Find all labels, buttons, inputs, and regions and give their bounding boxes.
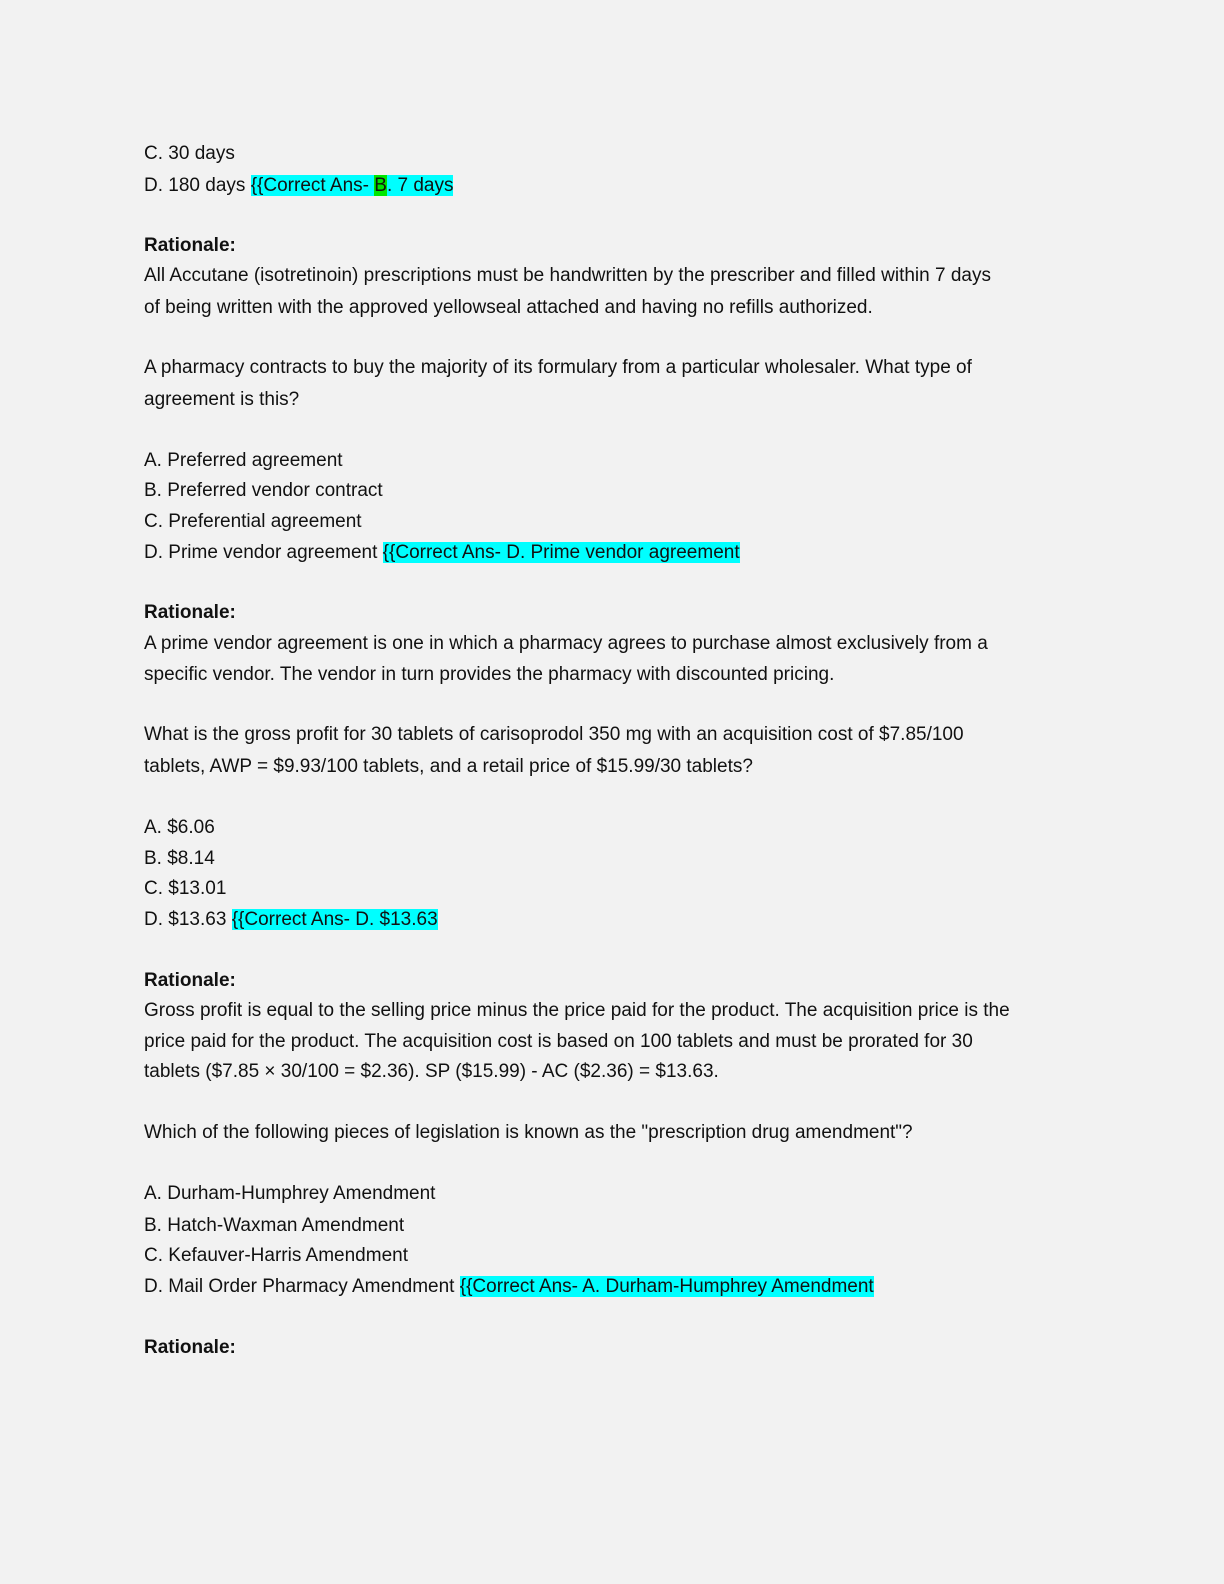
q2-question-line: agreement is this? xyxy=(144,389,300,410)
q2-option-b: B. Preferred vendor contract xyxy=(144,480,383,501)
q1-answer-prefix: {{Correct Ans- xyxy=(250,175,375,196)
q1-correct-answer xyxy=(251,175,454,196)
q4-option-d: D. Mail Order Pharmacy Amendment xyxy=(144,1276,455,1297)
q4-question-line: Which of the following pieces of legislation is known as the "prescription drug amendment"? xyxy=(144,1122,913,1143)
q1-answer-suffix: . 7 days xyxy=(386,175,454,196)
q2-rationale-line: A prime vendor agreement is one in which a pharmacy agrees to purchase almost exclusively from a xyxy=(144,633,988,654)
q4-rationale-heading: Rationale: xyxy=(144,1337,236,1358)
q2-option-d: D. Prime vendor agreement xyxy=(144,542,378,563)
q1-answer-letter: B xyxy=(374,175,387,196)
q2-option-a: A. Preferred agreement xyxy=(144,450,343,471)
q3-rationale-heading: Rationale: xyxy=(144,970,236,991)
q1-option-c: C. 30 days xyxy=(144,143,235,164)
q3-correct-answer: {{Correct Ans- D. $13.63 xyxy=(231,909,438,930)
q3-option-d-line xyxy=(144,908,438,932)
q3-option-c: C. $13.01 xyxy=(144,878,227,899)
q3-rationale-line: tablets ($7.85 × 30/100 = $2.36). SP ($15.99) - AC ($2.36) = $13.63. xyxy=(144,1061,719,1082)
q3-question-line: What is the gross profit for 30 tablets of carisoprodol 350 mg with an acquisition cost of $7.85/100 xyxy=(144,724,964,745)
q2-question-line: A pharmacy contracts to buy the majority of its formulary from a particular wholesaler. What type of xyxy=(144,357,972,378)
q4-option-c: C. Kefauver-Harris Amendment xyxy=(144,1245,408,1266)
q3-option-b: B. $8.14 xyxy=(144,848,215,869)
q3-option-d: D. $13.63 xyxy=(144,909,227,930)
q1-option-d: D. 180 days xyxy=(144,175,246,196)
q2-correct-answer: {{Correct Ans- D. Prime vendor agreement xyxy=(382,542,740,563)
q4-option-a: A. Durham-Humphrey Amendment xyxy=(144,1183,436,1204)
q4-option-b: B. Hatch-Waxman Amendment xyxy=(144,1215,405,1236)
q1-option-d-line xyxy=(144,174,453,198)
q1-rationale-heading: Rationale: xyxy=(144,235,236,256)
q1-rationale-line: All Accutane (isotretinoin) prescriptions must be handwritten by the prescriber and filled within 7 days xyxy=(144,265,991,286)
q3-rationale-line: price paid for the product. The acquisition cost is based on 100 tablets and must be prorated for 30 xyxy=(144,1031,973,1052)
q2-option-d-line xyxy=(144,541,740,565)
q1-rationale-line: of being written with the approved yellowseal attached and having no refills authorized. xyxy=(144,297,873,318)
q4-option-d-line xyxy=(144,1275,874,1299)
q2-rationale-line: specific vendor. The vendor in turn provides the pharmacy with discounted pricing. xyxy=(144,664,835,685)
q4-correct-answer: {{Correct Ans- A. Durham-Humphrey Amendment xyxy=(459,1276,874,1297)
q2-rationale-heading: Rationale: xyxy=(144,602,236,623)
q3-rationale-line: Gross profit is equal to the selling price minus the price paid for the product. The acquisition price is the xyxy=(144,1000,1010,1021)
q2-option-c: C. Preferential agreement xyxy=(144,511,362,532)
q3-option-a: A. $6.06 xyxy=(144,817,215,838)
q3-question-line: tablets, AWP = $9.93/100 tablets, and a retail price of $15.99/30 tablets? xyxy=(144,756,753,777)
